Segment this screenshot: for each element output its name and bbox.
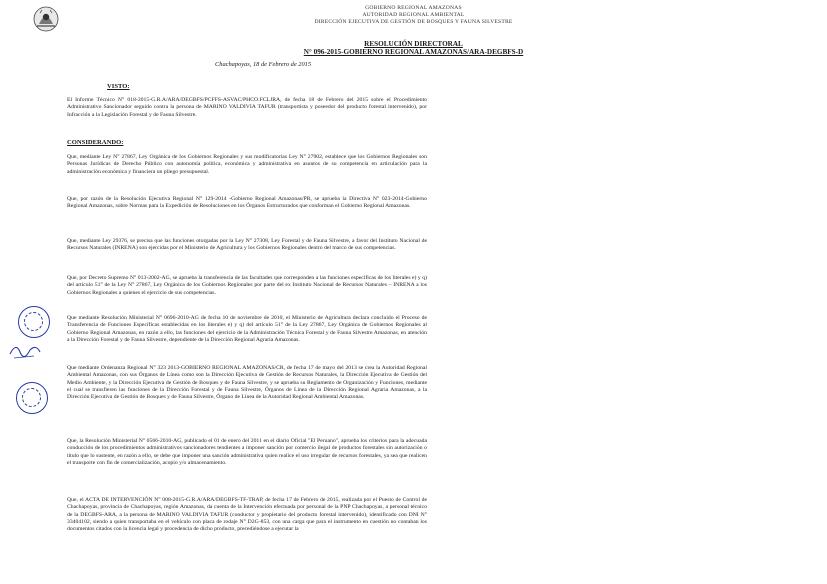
considerando-paragraph-1: Que, mediante Ley N° 27867, Ley Orgánica de los Gobiernos Regionales y sus modificatorias Ley N° 27902, establece que los Gobiernos Regionales son Personas Jurídicas de Derecho Público con autonomía política, económica y administrativa en asuntos de su competencia en articulación para la administración económica y financiera un pliego presupuestal. <box>67 154 427 175</box>
considerando-paragraph-3: Que, mediante Ley 29376, se precisa que las funciones otorgadas por la Ley N° 27308, Ley Forestal y de Fauna Silvestre, a favor del Instituto Nacional de Recursos Naturales (INRENA) son ejercidas por el Ministerio de Agricultura y los Gobiernos Regionales dentro del marco de sus competencias. <box>67 238 427 252</box>
considerando-paragraph-4: Que, por Decreto Supremo N° 013-2002-AG, se aprueba la transferencia de las facultades que corresponden a las funciones específicas de los literales e) y q) del artículo 51° de la Ley N° 27867, Ley Orgánica de los Gobiernos Regionales por parte del ex Instituto Nacional de Recursos Naturales – INRENA a los Gobiernos Regionales a quienes el ejercicio de sus competencias. <box>67 275 427 296</box>
visto-paragraph: El Informe Técnico N° 018-2015-G.R.A/ARA/DEGBFS/PCFFS-ASVAC/PHCO.FCLJRA, de fecha 18 de Febrero del 2015 sobre el Procedimiento Administrativo Sancionador seguido contra la persona de MARINO VALDIVIA TAFUR (transportista y poseedor del producto forestal intervenido), por Infracción a la Legislación Forestal y de Fauna Silvestre. <box>67 97 427 118</box>
handwritten-signature <box>8 340 42 362</box>
resolution-number: N° 096-2015-GOBIERNO REGIONAL AMAZONAS/ARA-DEGBFS-D <box>303 48 524 56</box>
header-line-2: AUTORIDAD REGIONAL AMBIENTAL <box>362 12 465 18</box>
considerando-paragraph-7: Que, la Resolución Ministerial N° 0566-2010-AG, publicado el 01 de enero del 2011 en el diario Oficial "El Peruano", aprueba los criterios para la adecuada conducción de los procedimientos administrativos sancionadores tendientes a imponer sanción por comercio ilegal de productos forestales sin autorización o título que lo sustente, en razón a ello, se debe que imponer una sanción administrativa quien realice el uso irregular de recursos forestales, ya sea que realicen el transporte con fin de comercialización, acopio y/o almacenamiento. <box>67 438 427 466</box>
visto-label: VISTO: <box>107 83 130 90</box>
official-stamp-2 <box>16 382 48 414</box>
resolution-date: Chachapoyas, 18 de Febrero de 2015 <box>215 61 312 68</box>
considerando-label: CONSIDERANDO: <box>67 139 124 146</box>
considerando-paragraph-6: Que mediante Ordenanza Regional N° 323 2013-GOBIERNO REGIONAL AMAZONAS/CR, de fecha 17 de mayo del 2013 se crea la Autoridad Regional Ambiental Amazonas, con sus Órganos de Línea como son la Dirección Ejecutiva de Gestión de Recursos Naturales, la Dirección Ejecutiva de Gestión del Medio Ambiente, y la Dirección Ejecutiva de Gestión de Bosques y de Fauna Silvestre, y se aprueba su Reglamento de Organización y Funciones, mediante el cual se transfieren las funciones de la Dirección Forestal y de Fauna Silvestre, Órganos de Línea de la Dirección Regional Agraria Amazonas, a la Dirección Ejecutiva de Gestión de Bosques y de Fauna Silvestre, Órgano de Línea de la Autoridad Regional Ambiental Amazonas. <box>67 365 427 401</box>
resolution-title: RESOLUCIÓN DIRECTORAL <box>364 40 463 48</box>
considerando-paragraph-5: Que mediante Resolución Ministerial N° 0696-2010-AG de fecha 10 de noviembre de 2010, el Ministerio de Agricultura declara concluido el Proceso de Transferencia de Funciones Específicas establecidas en los literales e) y q) del artículo 51° de la Ley 27867, Ley Orgánica de Gobiernos Regionales al Gobierno Regional Amazonas, en razón a ello, las funciones del ejercicio de la Administración Técnica Forestal y de Fauna Silvestre Amazonas, en atención a la Dirección Forestal y de Fauna Silvestre, dependiente de la Dirección Regional Agraria Amazonas. <box>67 315 427 343</box>
official-stamp-1 <box>18 306 50 338</box>
considerando-paragraph-8: Que, el ACTA DE INTERVENCIÓN N° 008-2015-G.R.A/ARA/DEGBFS-TF-TRAP, de fecha 17 de Febrero de 2015, realizada por el Puesto de Control de Chachapoyas, provincia de Chachapoyas, región Amazonas, da cuenta de la Intervención efectuada por personal de la PNP Chachapoyas, a personal técnico de la DEGBFS-ARA, a la persona de MARINO VALDIVIA TAFUR (conductor y propietario del producto forestal intervenido), identificado con DNI N° 33404102, siendo a quien transportaba en el vehículo con placa de rodaje N° D2G-853, con una carga que para el instrumento en cuestión no contaban los documentos citados con la licencia legal y procedencia de dicho producto, precediéndose a ejecutar la <box>67 497 427 533</box>
header-line-3: DIRECCIÓN EJECUTIVA DE GESTIÓN DE BOSQUES Y FAUNA SILVESTRE <box>314 19 513 25</box>
considerando-paragraph-2: Que, por razón de la Resolución Ejecutiva Regional N° 129-2014 -Gobierno Regional Amazonas/PR, se aprueba la Directiva N° 023-2014-Gobierno Regional Amazonas, sobre Normas para la Expedición de Resoluciones en los Órganos Estructurados que conforman el Gobierno Regional Amazonas. <box>67 196 427 210</box>
header-line-1: GOBIERNO REGIONAL AMAZONAS <box>365 5 462 11</box>
